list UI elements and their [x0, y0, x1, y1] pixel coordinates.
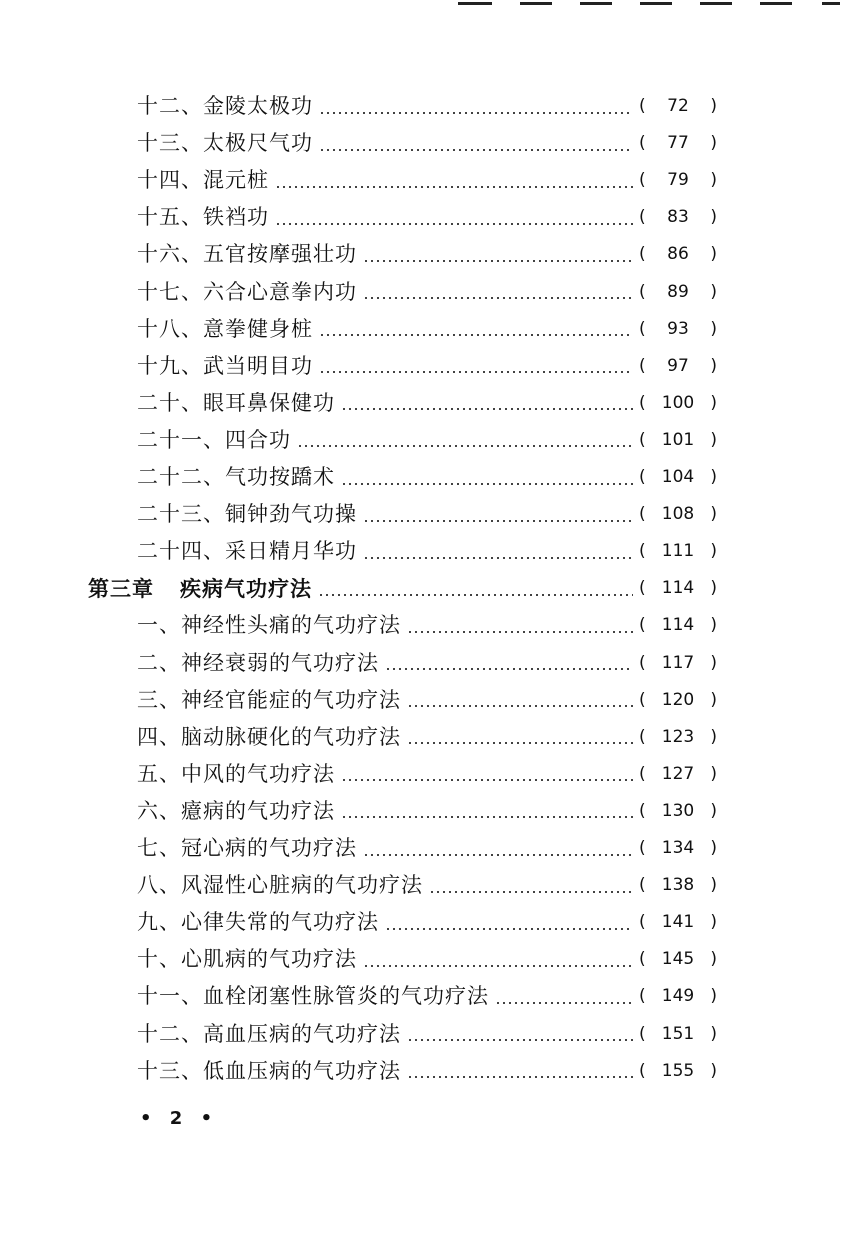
entry-title [137, 311, 313, 348]
entry-title [137, 459, 335, 496]
page-number-value: 114 [661, 578, 695, 599]
dot-leader [407, 631, 633, 633]
paren-open: ( [639, 392, 646, 413]
paren-close: ) [710, 689, 717, 710]
page-number-value: 130 [661, 800, 695, 821]
entry-title-text: 十八、意拳健身桩 [137, 316, 313, 341]
paren-close: ) [710, 504, 717, 525]
entry-title-text: 二十、眼耳鼻保健功 [137, 390, 335, 415]
entry-title [137, 1053, 401, 1090]
page-number-value: 127 [661, 763, 695, 784]
toc-entry[interactable] [137, 533, 717, 570]
paren-open: ( [639, 318, 646, 339]
page-number-value: 89 [667, 281, 689, 302]
top-rule [700, 2, 732, 5]
entry-page [639, 793, 717, 830]
page-number-value: 101 [661, 429, 695, 450]
paren-open: ( [639, 281, 646, 302]
entry-page [639, 1053, 717, 1090]
entry-page [639, 422, 717, 459]
dot-leader [407, 742, 633, 744]
entry-title-text: 十、心肌病的气功疗法 [137, 947, 357, 972]
entry-title-text: 二十四、采日精月华功 [137, 539, 357, 564]
toc-entry[interactable] [137, 385, 717, 422]
dot-leader [319, 371, 633, 373]
dot-leader [385, 668, 633, 670]
entry-title-text: 二十二、气功按蹻术 [137, 465, 335, 489]
entry-page [639, 830, 717, 867]
paren-open: ( [639, 1023, 646, 1044]
dot-leader [495, 1002, 633, 1004]
dot-leader [363, 557, 633, 559]
top-rule [640, 2, 672, 5]
toc-entry[interactable] [137, 1016, 717, 1053]
toc-entry[interactable] [137, 422, 717, 459]
page-number-value: 86 [667, 244, 689, 265]
entry-page [639, 496, 717, 533]
entry-title-text: 第三章 [88, 576, 154, 602]
entry-title-text: 八、风湿性心脏病的气功疗法 [137, 873, 423, 898]
paren-open: ( [639, 615, 646, 636]
toc-entry[interactable] [137, 459, 717, 496]
dot-leader [385, 928, 633, 930]
paren-open: ( [639, 133, 646, 154]
paren-open: ( [639, 429, 646, 450]
dot-leader [363, 260, 633, 262]
entry-title-text: 十二、高血压病的气功疗法 [137, 1021, 401, 1046]
page-number-value: 149 [661, 986, 695, 1007]
entry-page [639, 570, 717, 607]
page-number-value: 134 [661, 838, 695, 858]
toc-entry[interactable] [137, 496, 717, 533]
entry-title-text: 三、神经官能症的气功疗法 [137, 687, 401, 712]
paren-close: ) [710, 1060, 717, 1081]
toc-entry[interactable] [137, 311, 717, 348]
paren-close: ) [710, 986, 717, 1007]
paren-close: ) [710, 392, 717, 413]
dot-leader [341, 779, 633, 781]
top-rule [580, 2, 612, 5]
entry-title [137, 274, 357, 311]
page-number: • 2 • [140, 1108, 219, 1129]
entry-title [137, 904, 379, 941]
dot-leader [319, 334, 633, 336]
paren-close: ) [710, 838, 717, 858]
entry-title-text: 十三、太极尺气功 [137, 131, 313, 156]
entry-page [639, 1016, 717, 1053]
toc-entry[interactable] [137, 199, 717, 236]
paren-close: ) [710, 207, 717, 228]
paren-open: ( [639, 504, 646, 525]
paren-open: ( [639, 355, 646, 376]
toc-entry[interactable] [137, 941, 717, 978]
paren-open: ( [639, 875, 646, 896]
entry-page [639, 459, 717, 496]
page-number-value: 72 [667, 96, 689, 116]
entry-page [639, 682, 717, 719]
paren-close: ) [710, 96, 717, 116]
paren-close: ) [710, 949, 717, 970]
paren-open: ( [639, 689, 646, 710]
paren-open: ( [639, 578, 646, 599]
entry-title [137, 199, 269, 236]
paren-close: ) [710, 244, 717, 265]
dot-leader [341, 408, 633, 410]
toc-entry[interactable] [137, 236, 717, 273]
page-number-value: 100 [661, 392, 695, 413]
toc-entry[interactable] [137, 830, 717, 867]
chapter-heading[interactable] [88, 570, 717, 607]
paren-close: ) [710, 652, 717, 673]
page-number-value: 117 [661, 652, 695, 673]
entry-title [137, 682, 401, 719]
paren-close: ) [710, 170, 717, 191]
entry-page [639, 162, 717, 199]
entry-title-text: 十六、五官按摩强壮功 [137, 242, 357, 267]
dot-leader [275, 186, 633, 188]
page-number-value: 138 [661, 875, 695, 896]
entry-page [639, 236, 717, 273]
entry-title-text: 十三、低血压病的气功疗法 [137, 1058, 401, 1083]
entry-title [137, 385, 335, 422]
dot-leader [275, 223, 633, 225]
entry-page [639, 978, 717, 1015]
entry-page [639, 941, 717, 978]
paren-close: ) [710, 1023, 717, 1044]
entry-title-text: 九、心律失常的气功疗法 [137, 910, 379, 935]
toc-entry[interactable] [137, 793, 717, 830]
dot-leader [407, 705, 633, 707]
toc-entry[interactable] [137, 719, 717, 756]
dot-leader [363, 854, 633, 856]
page-number-value: 93 [667, 318, 689, 339]
toc-entry[interactable] [137, 682, 717, 719]
entry-title-text: 二、神经衰弱的气功疗法 [137, 650, 379, 675]
entry-title [137, 978, 489, 1015]
toc-entry[interactable] [137, 348, 717, 385]
entry-title-text: 十五、铁裆功 [137, 205, 269, 230]
toc-entry[interactable] [137, 978, 717, 1015]
paren-close: ) [710, 318, 717, 339]
page-number-value: 97 [667, 355, 689, 376]
paren-close: ) [710, 578, 717, 599]
entry-page [639, 719, 717, 756]
entry-page [639, 533, 717, 570]
top-rule [822, 2, 840, 5]
dot-leader [363, 520, 633, 522]
paren-open: ( [639, 800, 646, 821]
chapter-title-text: 疾病气功疗法 [180, 576, 312, 602]
paren-open: ( [639, 912, 646, 933]
entry-title [137, 348, 313, 385]
entry-page [639, 199, 717, 236]
paren-close: ) [710, 912, 717, 933]
paren-close: ) [710, 133, 717, 154]
page-number-value: 104 [661, 467, 695, 487]
entry-title [137, 867, 423, 904]
entry-page [639, 385, 717, 422]
dot-leader [429, 891, 633, 893]
dot-leader [407, 1076, 633, 1078]
entry-title [137, 793, 335, 830]
paren-open: ( [639, 170, 646, 191]
dot-leader [363, 965, 633, 967]
paren-open: ( [639, 541, 646, 562]
toc-entry[interactable] [137, 274, 717, 311]
entry-page [639, 645, 717, 682]
entry-title-text: 一、神经性头痛的气功疗法 [137, 613, 401, 638]
top-rule [520, 2, 552, 5]
paren-open: ( [639, 207, 646, 228]
paren-close: ) [710, 763, 717, 784]
dot-leader [341, 816, 633, 818]
dot-leader [319, 112, 633, 114]
page-number-value: 83 [667, 207, 689, 228]
entry-title-text: 十二、金陵太极功 [137, 94, 313, 118]
entry-page [639, 274, 717, 311]
dot-leader [297, 445, 633, 447]
entry-title [137, 125, 313, 162]
entry-title [137, 756, 335, 793]
entry-title [88, 570, 312, 607]
entry-page [639, 348, 717, 385]
entry-title [137, 645, 379, 682]
entry-title [137, 719, 401, 756]
entry-title-text: 十九、武当明目功 [137, 353, 313, 378]
paren-close: ) [710, 355, 717, 376]
entry-title-text: 四、脑动脉硬化的气功疗法 [137, 724, 401, 749]
toc-entry[interactable] [137, 125, 717, 162]
paren-close: ) [710, 726, 717, 747]
entry-title-text: 十四、混元桩 [137, 168, 269, 193]
entry-title [137, 533, 357, 570]
paren-close: ) [710, 875, 717, 896]
paren-open: ( [639, 96, 646, 116]
entry-title-text: 六、癔病的气功疗法 [137, 798, 335, 823]
paren-close: ) [710, 541, 717, 562]
paren-close: ) [710, 429, 717, 450]
entry-title [137, 941, 357, 978]
page-number-value: 114 [661, 615, 695, 636]
paren-open: ( [639, 949, 646, 970]
entry-title [137, 88, 313, 125]
toc-entry[interactable] [137, 756, 717, 793]
paren-open: ( [639, 1060, 646, 1081]
entry-page [639, 867, 717, 904]
entry-page [639, 607, 717, 644]
entry-title-text: 二十三、铜钟劲气功操 [137, 502, 357, 527]
paren-close: ) [710, 615, 717, 636]
entry-title [137, 162, 269, 199]
page-number-value: 77 [667, 133, 689, 154]
toc-entry[interactable] [137, 88, 717, 125]
paren-open: ( [639, 726, 646, 747]
paren-open: ( [639, 763, 646, 784]
dot-leader [407, 1039, 633, 1041]
paren-open: ( [639, 986, 646, 1007]
entry-title [137, 607, 401, 644]
entry-page [639, 125, 717, 162]
page-number-value: 79 [667, 170, 689, 191]
entry-page [639, 311, 717, 348]
paren-close: ) [710, 467, 717, 487]
toc-entry[interactable] [137, 904, 717, 941]
dot-leader [341, 483, 633, 485]
toc-entry[interactable] [137, 645, 717, 682]
page-number-value: 151 [661, 1023, 695, 1044]
page-number-value: 141 [661, 912, 695, 933]
paren-close: ) [710, 800, 717, 821]
paren-open: ( [639, 652, 646, 673]
paren-close: ) [710, 281, 717, 302]
toc-entry[interactable] [137, 867, 717, 904]
page-number-value: 155 [661, 1060, 695, 1081]
entry-title-text: 十七、六合心意拳内功 [137, 279, 357, 304]
page-number-value: 111 [661, 541, 695, 562]
entry-title [137, 1016, 401, 1053]
entry-title-text: 二十一、四合功 [137, 427, 291, 452]
paren-open: ( [639, 467, 646, 487]
entry-page [639, 756, 717, 793]
page-number-value: 123 [661, 726, 695, 747]
entry-page [639, 904, 717, 941]
toc-entry[interactable] [137, 607, 717, 644]
top-rule [458, 2, 492, 5]
page-number-value: 145 [661, 949, 695, 970]
entry-title-text: 七、冠心病的气功疗法 [137, 836, 357, 860]
dot-leader [363, 297, 633, 299]
entry-title [137, 830, 357, 867]
entry-title [137, 422, 291, 459]
page-number-value: 120 [661, 689, 695, 710]
paren-open: ( [639, 244, 646, 265]
entry-page [639, 88, 717, 125]
entry-title [137, 496, 357, 533]
dot-leader [318, 594, 633, 596]
toc-entry[interactable] [137, 1053, 717, 1090]
paren-open: ( [639, 838, 646, 858]
dot-leader [319, 149, 633, 151]
page-number-value: 108 [661, 504, 695, 525]
entry-title-text: 五、中风的气功疗法 [137, 761, 335, 786]
top-rule [760, 2, 792, 5]
entry-title [137, 236, 357, 273]
entry-title-text: 十一、血栓闭塞性脉管炎的气功疗法 [137, 984, 489, 1009]
toc-entry[interactable] [137, 162, 717, 199]
